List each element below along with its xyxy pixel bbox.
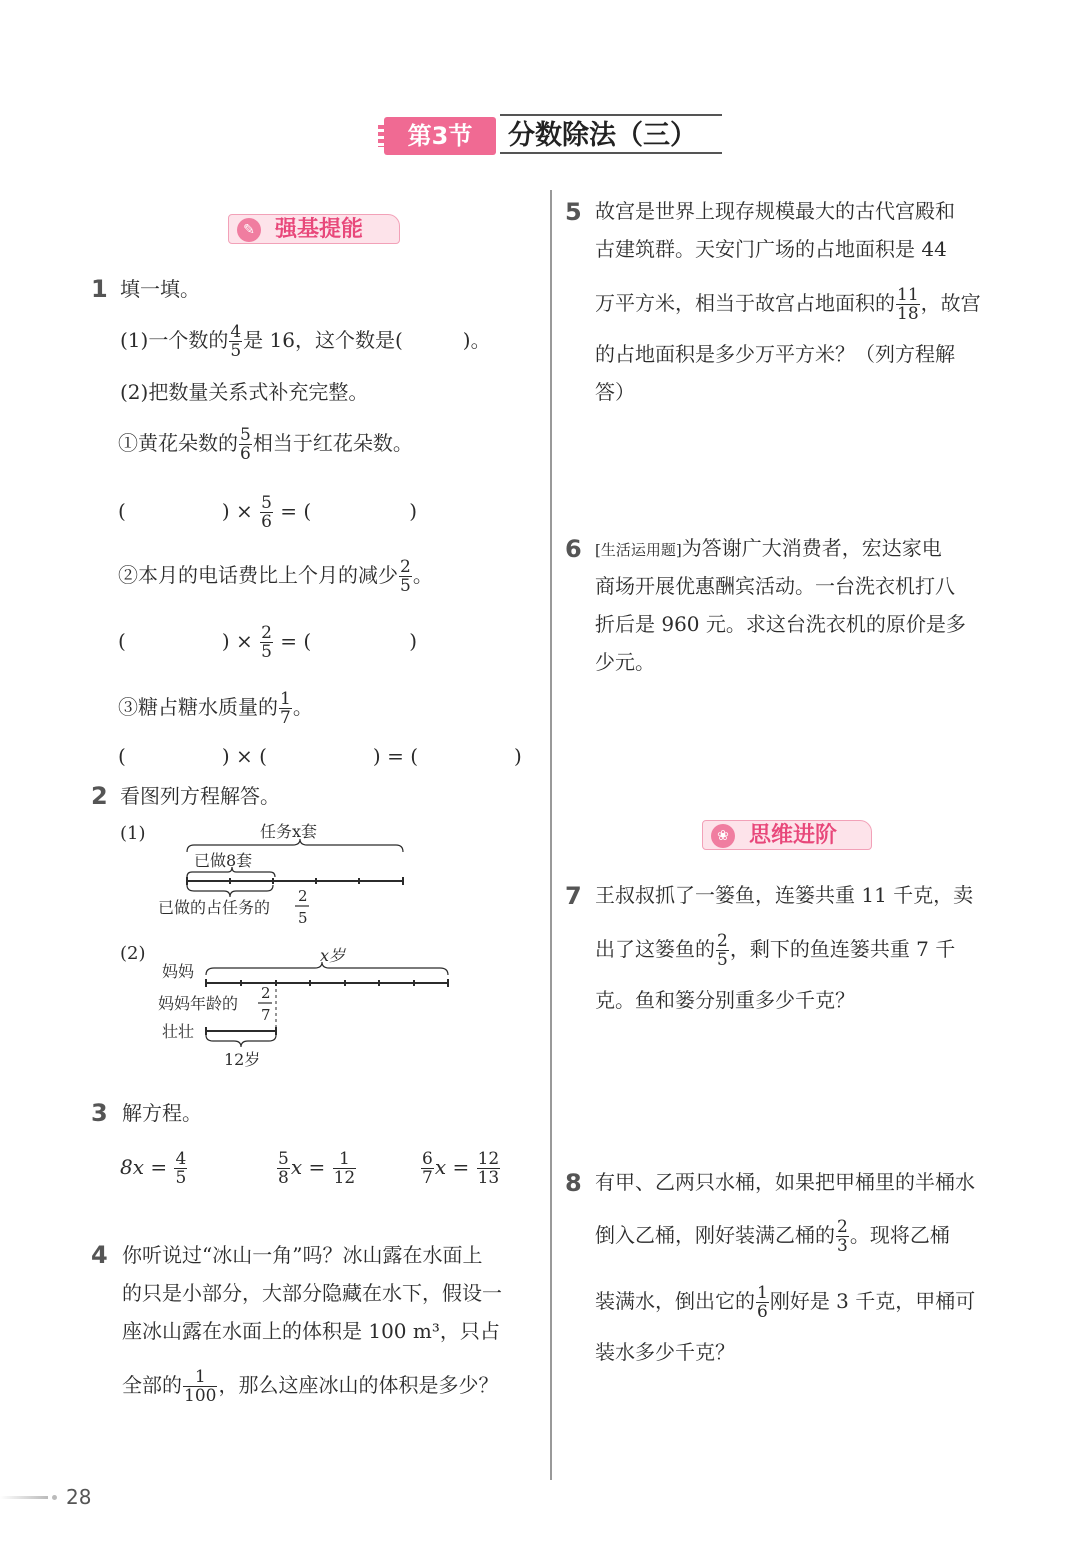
page-title: 分数除法（三） [500,114,722,154]
diagram-1-label: (1) [120,823,146,844]
fraction: $\frac{2}{5}$ [717,931,728,970]
banner-label: 强基提能 [275,217,364,242]
q1-sub1: ①黄花朵数的 $\frac{5}{6}$ 相当于红花朵数。 [118,425,413,464]
q7-line-1: 王叔叔抓了一篓鱼，连篓共重 11 千克，卖 [595,883,974,907]
q8-line-4: 装水多少千克？ [595,1340,735,1364]
question-number: 5 [565,198,582,226]
fraction: $\frac{5}{6}$ [240,425,251,464]
question-number: 8 [565,1169,582,1197]
banner-label: 思维进阶 [749,823,838,848]
brace-son [206,1035,276,1047]
diagram-2-ratio: 妈妈年龄的 [158,994,239,1013]
fraction: $\frac{5}{6}$ [261,493,272,532]
q8-line-2: 倒入乙桶，刚好装满乙桶的 $\frac{2}{3}$ 。现将乙桶 [595,1217,950,1256]
brace-done-lower [187,885,273,897]
q1-part2: (2)把数量关系式补充完整。 [120,380,369,404]
fraction: $\frac{11}{18}$ [897,285,919,324]
fraction: $\frac{2}{3}$ [837,1217,848,1256]
diagram-2-label: (2) [120,943,146,964]
equation-3: $\frac{6}{7}$ x = $\frac{12}{13}$ [422,1149,500,1188]
fraction: $\frac{2}{5}$ [261,623,272,662]
column-divider [550,190,552,1480]
fraction: $\frac{1}{100}$ [184,1367,217,1406]
equation-1: 8x = $\frac{4}{5}$ [120,1149,187,1188]
question-number: 3 [91,1099,108,1127]
footer-rule [0,1496,48,1499]
fraction: $\frac{6}{7}$ [422,1149,433,1188]
question-number: 2 [91,782,108,810]
diagram-1-ratio: 已做的占任务的 [158,898,271,917]
q7-line-2: 出了这篓鱼的 $\frac{2}{5}$ ，剩下的鱼连篓共重 7 千 [595,931,956,970]
diagram-1-done: 已做8套 [194,851,253,870]
diagram-2-x: x岁 [320,946,346,965]
q1-part1: (1)一个数的 $\frac{4}{5}$ 是 16，这个数是( )。 [120,322,491,361]
diagram-2-mom: 妈妈 [162,962,195,981]
fraction: $\frac{1}{12}$ [333,1149,356,1188]
footer-dot [52,1495,57,1500]
diagram-2-son: 壮壮 [162,1022,195,1041]
q5-line-1: 故宫是世界上现存规模最大的古代宫殿和 [595,199,955,223]
answer-row-3: ( ) × ( ) = ( ) [118,744,522,768]
tag-life-application: [生活运用题] [595,541,682,559]
question-title: 解方程。 [122,1101,202,1125]
fraction: $\frac{4}{5}$ [230,322,242,361]
fraction: $\frac{1}{7}$ [280,689,291,728]
q4-line-4: 全部的 $\frac{1}{100}$ ，那么这座冰山的体积是多少？ [122,1367,499,1406]
equation-2: $\frac{5}{8}$ x = $\frac{1}{12}$ [278,1149,356,1188]
fraction: $\frac{2}{5}$ [400,557,411,596]
q5-line-4: 的占地面积是多少万平方米？（列方程解 [595,342,955,366]
question-number: 4 [91,1241,108,1269]
q1-sub3: ③糖占糖水质量的 $\frac{1}{7}$ 。 [118,689,313,728]
q5-line-2: 古建筑群。天安门广场的占地面积是 44 [595,237,947,261]
question-title: 填一填。 [120,277,200,301]
diagram-2-frac-num: 2 [261,984,271,1002]
diagram-2-age: 12岁 [224,1050,261,1069]
question-number: 6 [565,535,582,563]
question-number: 1 [91,275,108,303]
question-number: 7 [565,882,582,910]
question-title: 看图列方程解答。 [120,784,280,808]
q1-sub2: ②本月的电话费比上个月的减少 $\frac{2}{5}$ 。 [118,557,433,596]
section-tag: 第3节 [384,117,496,155]
section-banner-advanced [702,820,872,850]
q6-line-2: 商场开展优惠酬宾活动。一台洗衣机打八 [595,574,955,598]
q4-line-1: 你听说过“冰山一角”吗？冰山露在水面上 [122,1243,483,1267]
q8-line-1: 有甲、乙两只水桶，如果把甲桶里的半桶水 [595,1170,975,1194]
page-number: 28 [66,1485,92,1509]
q7-line-3: 克。鱼和篓分别重多少千克？ [595,988,855,1012]
diagram-1-total: 任务x套 [260,822,318,841]
diagram-1-frac-den: 5 [298,909,308,927]
diagram-1-frac-num: 2 [298,887,308,905]
fraction: $\frac{1}{6}$ [757,1283,768,1322]
q5-line-5: 答） [595,380,635,404]
q8-line-3: 装满水，倒出它的 $\frac{1}{6}$ 刚好是 3 千克，甲桶可 [595,1283,976,1322]
q6-line-3: 折后是 960 元。求这台洗衣机的原价是多 [595,612,966,636]
fraction: $\frac{5}{8}$ [278,1149,289,1188]
q4-line-3: 座冰山露在水面上的体积是 100 m³，只占 [122,1319,500,1343]
q5-line-3: 万平方米，相当于故宫占地面积的 $\frac{11}{18}$ ，故宫 [595,285,981,324]
line-diagrams [110,815,470,1075]
q6-line-1: [生活运用题]为答谢广大消费者，宏达家电 [595,536,942,560]
answer-row-2: ( ) × $\frac{2}{5}$ = ( ) [118,623,418,662]
fraction: $\frac{12}{13}$ [477,1149,500,1188]
section-banner-basic [228,214,400,244]
answer-row-1: ( ) × $\frac{5}{6}$ = ( ) [118,493,418,532]
medal-icon: ❀ [711,824,735,848]
diagram-2-frac-den: 7 [261,1006,271,1024]
q6-line-4: 少元。 [595,650,655,674]
q4-line-2: 的只是小部分，大部分隐藏在水下，假设一 [122,1281,502,1305]
pencil-icon: ✎ [237,218,261,242]
fraction: $\frac{4}{5}$ [175,1149,187,1188]
